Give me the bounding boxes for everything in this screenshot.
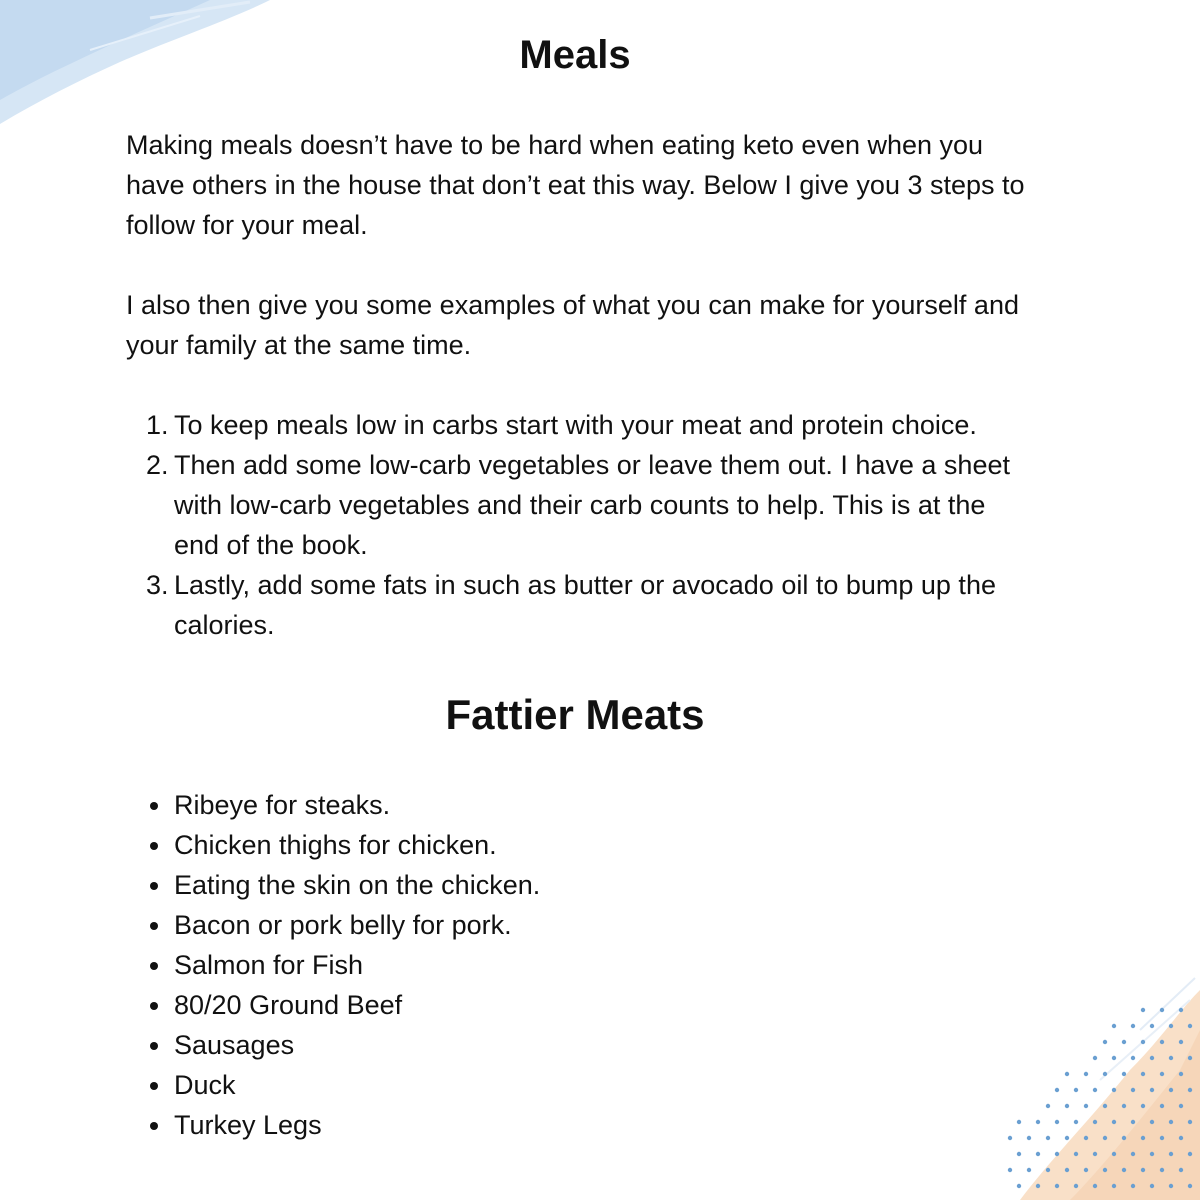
bullet-icon: [150, 1002, 158, 1010]
decorative-dot: [1065, 1168, 1069, 1172]
decorative-dot: [1112, 1120, 1116, 1124]
decorative-dot: [1188, 1088, 1192, 1092]
list-item: [126, 1065, 826, 1105]
decorative-dot: [1188, 1120, 1192, 1124]
decorative-dot: [1131, 1088, 1135, 1092]
decorative-dot: [1150, 1152, 1154, 1156]
decorative-dot: [1179, 1040, 1183, 1044]
fattier-meats-list: [126, 785, 826, 1145]
decorative-dot: [1065, 1072, 1069, 1076]
decorative-dot: [1179, 1136, 1183, 1140]
decorative-dot: [1112, 1184, 1116, 1188]
decorative-dot: [1131, 1120, 1135, 1124]
decorative-dot: [1046, 1104, 1050, 1108]
fattier-meats-title: Fattier Meats: [445, 691, 705, 738]
decorative-dot: [1179, 1104, 1183, 1108]
decorative-dot: [1141, 1008, 1145, 1012]
decorative-dot: [1074, 1088, 1078, 1092]
examples-paragraph: I also then give you some examples of what you can make for yourself and your family at the same time.: [126, 290, 1019, 360]
meat-item-text: Sausages: [174, 1030, 295, 1060]
decorative-dot: [1131, 1056, 1135, 1060]
list-item: [126, 405, 1026, 445]
decorative-dot: [1074, 1152, 1078, 1156]
decorative-dot: [1055, 1184, 1059, 1188]
decorative-dot: [1112, 1152, 1116, 1156]
step-text: Then add some low-carb vegetables or leave them out. I have a sheet with low-carb vegetables and their carb counts to help. This is at the end of the book.: [174, 450, 1010, 560]
decorative-dot: [1150, 1024, 1154, 1028]
bullet-icon: [150, 802, 158, 810]
meat-item-text: Salmon for Fish: [174, 950, 364, 980]
meal-steps-list: [126, 405, 1026, 645]
decorative-dot: [1169, 1024, 1173, 1028]
bullet-icon: [150, 842, 158, 850]
decorative-dot: [1141, 1168, 1145, 1172]
decorative-dot: [1112, 1088, 1116, 1092]
meat-item-text: Duck: [174, 1070, 236, 1100]
decorative-dot: [1036, 1184, 1040, 1188]
decorative-dot: [1160, 1104, 1164, 1108]
decorative-dot: [1131, 1184, 1135, 1188]
decorative-dot: [1008, 1168, 1012, 1172]
decorative-dot: [1169, 1120, 1173, 1124]
decorative-dot: [1084, 1168, 1088, 1172]
decorative-dot: [1008, 1136, 1012, 1140]
decorative-dot: [1093, 1056, 1097, 1060]
decorative-dot: [1084, 1136, 1088, 1140]
decorative-dot: [1103, 1136, 1107, 1140]
decorative-dot: [1179, 1168, 1183, 1172]
decorative-dot: [1160, 1008, 1164, 1012]
decorative-dot: [1122, 1104, 1126, 1108]
decorative-dot: [1103, 1072, 1107, 1076]
decorative-dot: [1103, 1040, 1107, 1044]
step-text: Lastly, add some fats in such as butter or avocado oil to bump up the calories.: [174, 570, 996, 640]
decorative-dot: [1122, 1136, 1126, 1140]
decorative-dot: [1169, 1152, 1173, 1156]
decorative-dot: [1141, 1072, 1145, 1076]
meat-item-text: Eating the skin on the chicken.: [174, 870, 541, 900]
list-item: [126, 785, 826, 825]
meat-item-text: Chicken thighs for chicken.: [174, 830, 497, 860]
decorative-dot: [1046, 1168, 1050, 1172]
list-item: [126, 825, 826, 865]
decorative-dot: [1160, 1040, 1164, 1044]
decorative-dot: [1084, 1072, 1088, 1076]
decorative-dot: [1027, 1136, 1031, 1140]
list-item: [126, 985, 826, 1025]
decorative-dot: [1169, 1088, 1173, 1092]
decorative-dot: [1065, 1104, 1069, 1108]
meat-item-text: Turkey Legs: [174, 1110, 322, 1140]
bullet-icon: [150, 1122, 158, 1130]
decorative-dot: [1103, 1104, 1107, 1108]
decorative-dot: [1103, 1168, 1107, 1172]
bullet-icon: [150, 1082, 158, 1090]
bullet-icon: [150, 882, 158, 890]
decorative-dot: [1017, 1120, 1021, 1124]
decorative-dot: [1141, 1136, 1145, 1140]
step-number: 3.: [146, 570, 169, 600]
decorative-dot: [1160, 1136, 1164, 1140]
decorative-dot: [1122, 1168, 1126, 1172]
decorative-dot: [1188, 1184, 1192, 1188]
decorative-dot: [1179, 1008, 1183, 1012]
decorative-dot: [1169, 1184, 1173, 1188]
meals-title: Meals: [519, 33, 631, 77]
decorative-dot: [1084, 1104, 1088, 1108]
list-item: [126, 865, 826, 905]
decorative-dot: [1055, 1088, 1059, 1092]
decorative-dot: [1150, 1088, 1154, 1092]
decorative-dot: [1141, 1040, 1145, 1044]
decorative-dot: [1131, 1152, 1135, 1156]
dotted-brush-decoration: [980, 970, 1200, 1200]
decorative-dot: [1160, 1072, 1164, 1076]
list-item: [126, 445, 1026, 565]
list-item: [126, 565, 1026, 645]
step-number: 1.: [146, 410, 169, 440]
meat-item-text: Ribeye for steaks.: [174, 790, 391, 820]
decorative-dot: [1027, 1168, 1031, 1172]
decorative-dot: [1017, 1152, 1021, 1156]
decorative-dot: [1150, 1056, 1154, 1060]
list-item: [126, 905, 826, 945]
meat-item-text: 80/20 Ground Beef: [174, 990, 403, 1020]
decorative-dot: [1055, 1152, 1059, 1156]
decorative-dot: [1188, 1152, 1192, 1156]
list-item: [126, 1105, 826, 1145]
intro-paragraph: Making meals doesn’t have to be hard when eating keto even when you have others in the house that don’t eat this way. Below I give you 3 steps to follow for your meal.: [126, 130, 1025, 240]
decorative-dot: [1122, 1040, 1126, 1044]
decorative-dot: [1188, 1024, 1192, 1028]
decorative-dot: [1065, 1136, 1069, 1140]
decorative-dot: [1150, 1120, 1154, 1124]
step-text: To keep meals low in carbs start with your meat and protein choice.: [174, 410, 977, 440]
list-item: [126, 1025, 826, 1065]
decorative-dot: [1093, 1120, 1097, 1124]
decorative-dot: [1188, 1056, 1192, 1060]
decorative-dot: [1112, 1056, 1116, 1060]
decorative-dot: [1112, 1024, 1116, 1028]
decorative-dot: [1169, 1056, 1173, 1060]
meat-item-text: Bacon or pork belly for pork.: [174, 910, 512, 940]
decorative-dot: [1141, 1104, 1145, 1108]
decorative-dot: [1150, 1184, 1154, 1188]
decorative-dot: [1093, 1184, 1097, 1188]
decorative-dot: [1036, 1120, 1040, 1124]
decorative-dot: [1093, 1088, 1097, 1092]
decorative-dot: [1160, 1168, 1164, 1172]
decorative-dot: [1179, 1072, 1183, 1076]
decorative-dot: [1074, 1120, 1078, 1124]
decorative-dot: [1122, 1072, 1126, 1076]
decorative-dot: [1046, 1136, 1050, 1140]
decorative-dot: [1055, 1120, 1059, 1124]
bullet-icon: [150, 922, 158, 930]
decorative-dot: [1036, 1152, 1040, 1156]
decorative-dot: [1074, 1184, 1078, 1188]
decorative-dot: [1017, 1184, 1021, 1188]
bullet-icon: [150, 1042, 158, 1050]
step-number: 2.: [146, 450, 169, 480]
decorative-dot: [1093, 1152, 1097, 1156]
bullet-icon: [150, 962, 158, 970]
list-item: [126, 945, 826, 985]
decorative-dot: [1131, 1024, 1135, 1028]
